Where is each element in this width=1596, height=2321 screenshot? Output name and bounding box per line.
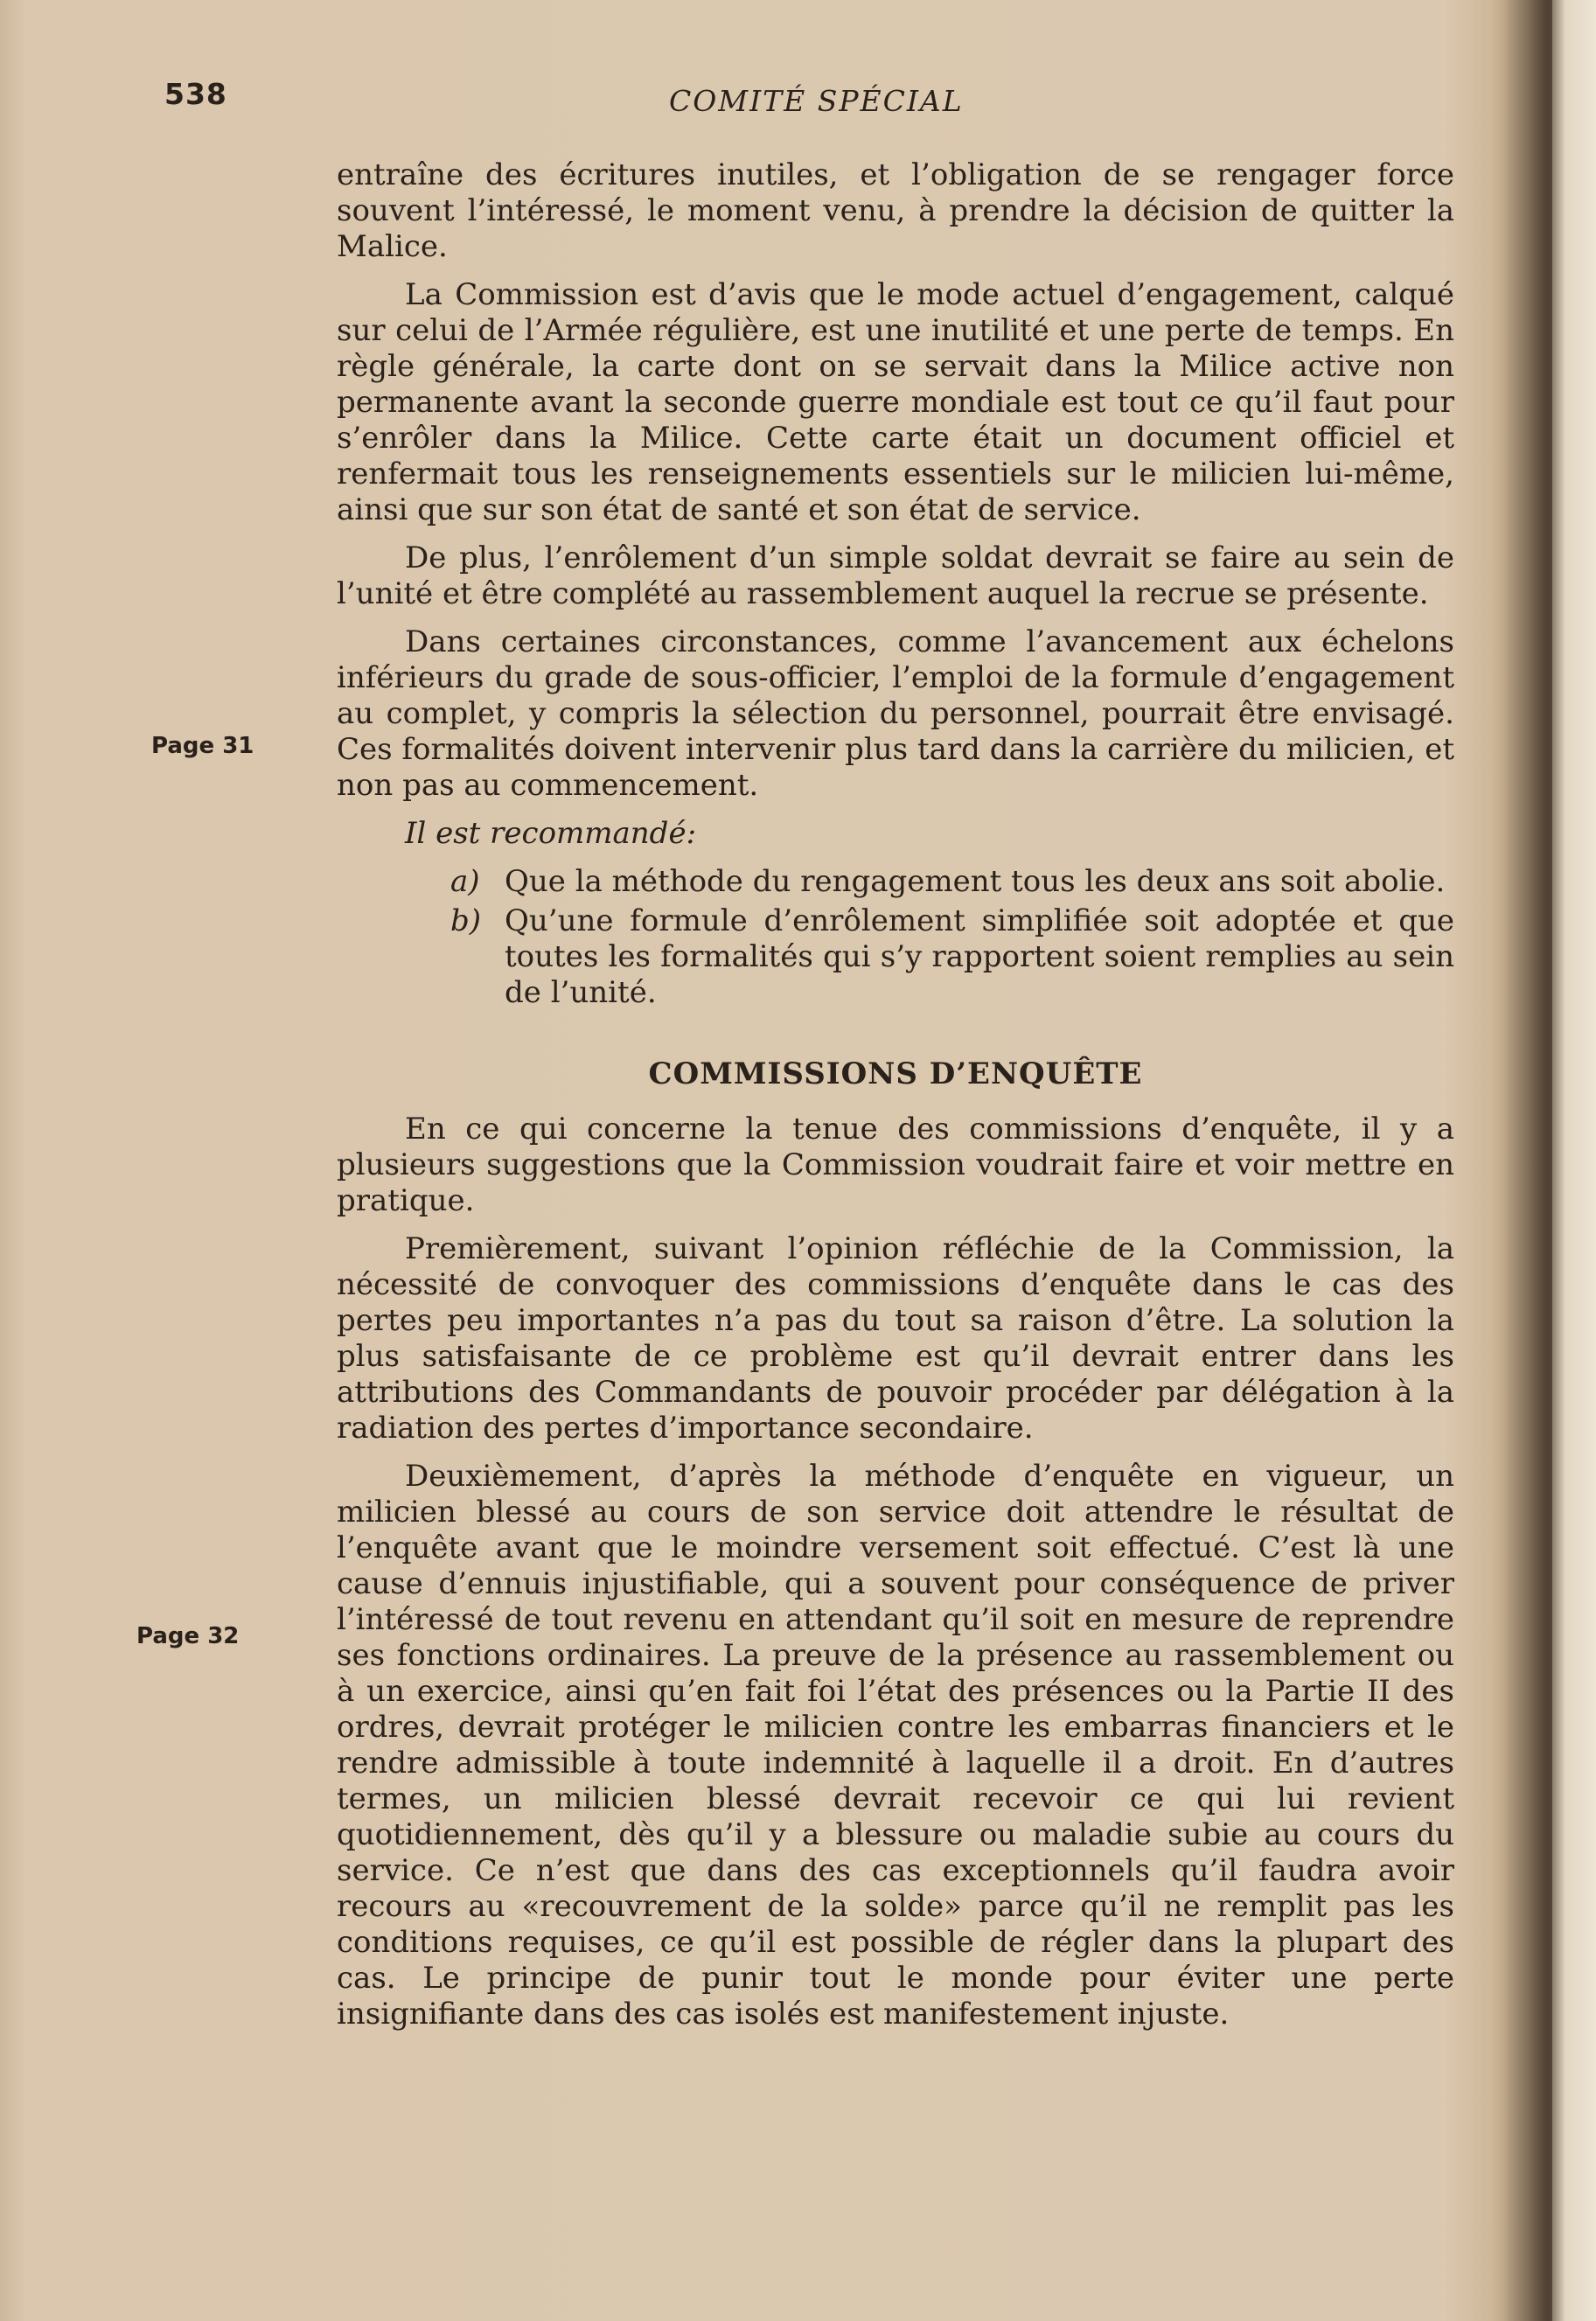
page-header [0,77,1596,121]
paragraph: entraîne des écritures inutiles, et l’obligation de se rengager force souvent l’intéressé, le moment venu, à prendre la décision de quitter la Malice. [337,157,1454,264]
section-heading: COMMISSIONS D’ENQUÊTE [648,1056,1143,1091]
recommendation-item [450,903,1454,1011]
paragraph: Dans certaines circonstances, comme l’avancement aux échelons inférieurs du grade de sous-officier, l’emploi de la formule d’engagement au complet, y compris la sélection du personnel, pourrait être envisagé. Ces formalités doivent intervenir plus tard dans la carrière du milicien, et non pas au commencement. [337,624,1454,803]
paragraph: De plus, l’enrôlement d’un simple soldat devrait se faire au sein de l’unité et être complété au rassemblement auquel la recrue se présente. [337,540,1454,611]
running-title: COMITÉ SPÉCIAL [669,84,964,118]
page-number: 538 [164,77,227,111]
margin-note-page-32: Page 32 [136,1623,240,1649]
paragraph: Premièrement, suivant l’opinion réfléchie de la Commission, la nécessité de convoquer des commissions d’enquête dans le cas des pertes peu importantes n’a pas du tout sa raison d’être. La solution la plus satisfaisante de ce problème est qu’il devrait entrer dans les attributions des Commandants de pouvoir procéder par délégation à la radiation des pertes d’importance secondaire. [337,1231,1454,1446]
paragraph: La Commission est d’avis que le mode actuel d’engagement, calqué sur celui de l’Armée régulière, est une inutilité et une perte de temps. En règle générale, la carte dont on se servait dans la Milice active non permanente avant la seconde guerre mondiale est tout ce qu’il faut pour s’enrôler dans la Milice. Cette carte était un document officiel et renfermait tous les renseignements essentiels sur le milicien lui-même, ainsi que sur son état de santé et son état de service. [337,277,1454,527]
recommendation-item [450,864,1454,900]
recommendation-text: Que la méthode du rengagement tous les deux ans soit abolie. [505,864,1446,899]
binding-gutter-shadow [1491,0,1552,2321]
body-text [337,157,1454,2045]
recommendation-list [450,864,1454,1011]
recommendation-heading: Il est recommandé: [405,816,697,851]
recommendation-text: Qu’une formule d’enrôlement simplifiée soit adoptée et que toutes les formalités qui s’y rapportent soient remplies au sein de l’unité. [505,903,1454,1010]
paragraph: Deuxièmement, d’après la méthode d’enquête en vigueur, un milicien blessé au cours de son service doit attendre le résultat de l’enquête avant que le moindre versement soit effectué. C’est là une cause d’ennuis injustifiable, qui a souvent pour conséquence de priver l’intéressé de tout revenu en attendant qu’il soit en mesure de reprendre ses fonctions ordinaires. La preuve de la présence au rassemblement ou à un exercice, ainsi qu’en fait foi l’état des présences ou la Partie II des ordres, devrait protéger le milicien contre les embarras financiers et le rendre admissible à toute indemnité à laquelle il a droit. En d’autres termes, un milicien blessé devrait recevoir ce qui lui revient quotidiennement, dès qu’il y a blessure ou maladie subie au cours du service. Ce n’est que dans des cas exceptionnels qu’il faudra avoir recours au «recouvrement de la solde» parce qu’il ne remplit pas les conditions requises, ce qu’il est possible de régler dans la plupart des cas. Le principe de punir tout le monde pour éviter une perte insignifiante dans des cas isolés est manifestement injuste. [337,1459,1454,2032]
recommendation-marker: b) [450,903,482,938]
recommendation-marker: a) [450,864,480,899]
paragraph: En ce qui concerne la tenue des commissions d’enquête, il y a plusieurs suggestions que la Commission voudrait faire et voir mettre en pratique. [337,1112,1454,1218]
margin-note-page-31: Page 31 [151,733,254,759]
